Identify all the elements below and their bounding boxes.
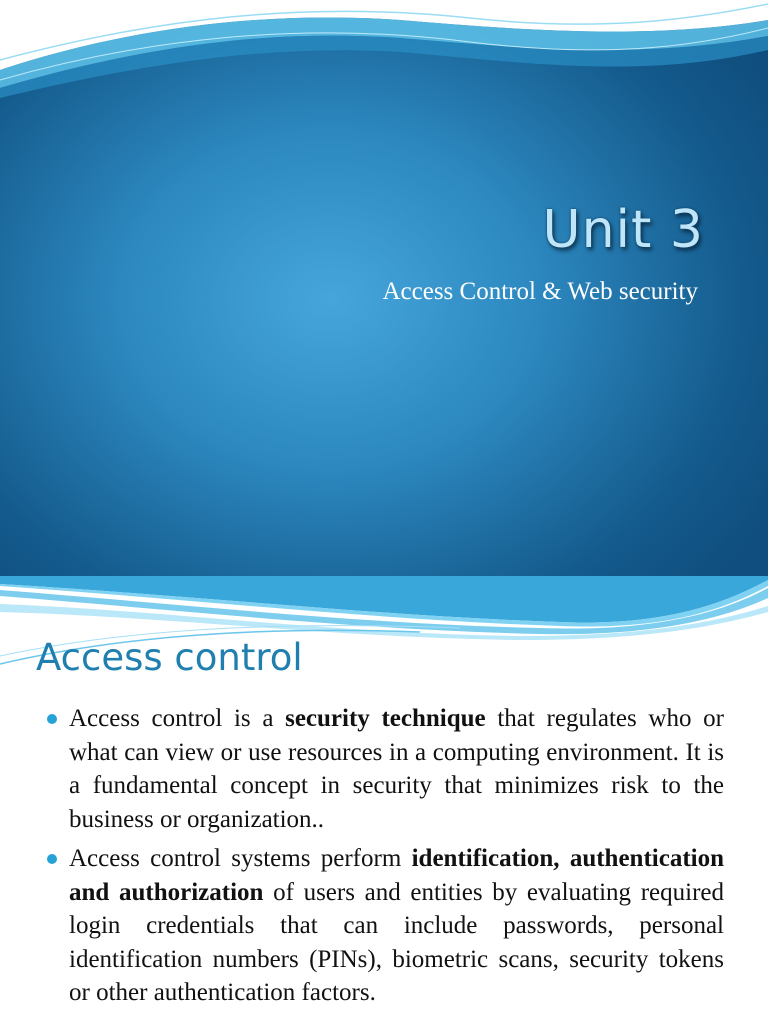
bullet-bold-text: identification, authentication and authorization xyxy=(69,845,724,906)
bullet-text: of users and entities by evaluating required login credentials that can include passwords, personal identification numbers (PINs), biometric scans, security tokens or other authentication factors. xyxy=(69,878,724,1006)
bullet-bold-text: security technique xyxy=(285,705,486,732)
bullet-list xyxy=(44,702,724,1016)
slide-subtitle: Access Control & Web security xyxy=(382,278,698,305)
bullet-text: that regulates who or what can view or use resources in a computing environment. It is a fundamental concept in security that minimizes risk to the business or organization.. xyxy=(69,705,724,833)
bullet-icon xyxy=(47,714,57,724)
bullet-item xyxy=(44,702,724,836)
bullet-item xyxy=(44,842,724,1010)
bullet-text: Access control is a xyxy=(69,705,286,732)
slide-title: Access control xyxy=(36,636,303,679)
content-slide xyxy=(0,576,768,1024)
slide-title: Unit 3 xyxy=(542,200,704,260)
bullet-text: Access control systems perform xyxy=(69,845,412,872)
bullet-icon xyxy=(47,854,57,864)
